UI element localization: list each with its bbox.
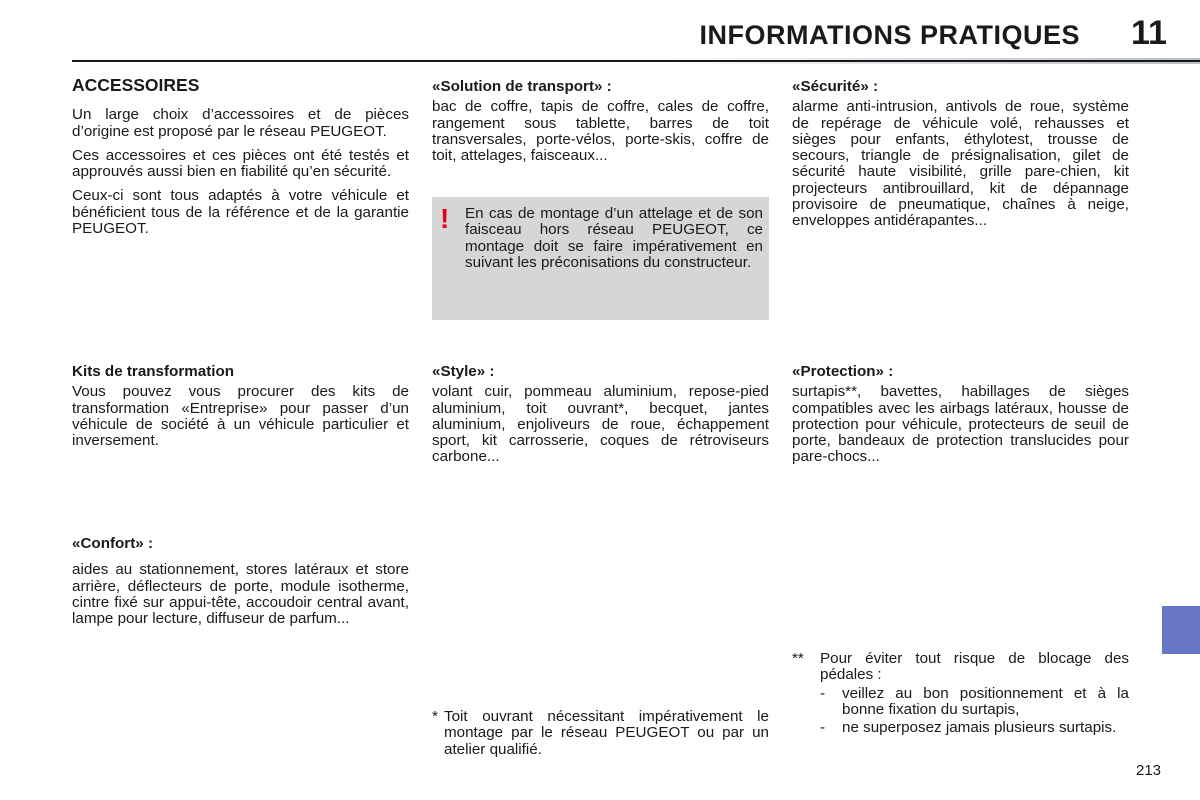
securite-section <box>792 79 1129 238</box>
kits-title: Kits de transformation <box>72 363 235 380</box>
footnote-pedales <box>792 651 1129 736</box>
confort-title: «Confort» : <box>72 535 153 552</box>
footnote-text: Pour éviter tout risque de blocage des pédales : <box>820 650 1129 684</box>
confort-section <box>72 536 409 635</box>
kits-section <box>72 364 409 457</box>
list-dash: - <box>820 684 826 702</box>
intro-paragraph-2: Ces accessoires et ces pièces ont été testés et approuvés aussi bien en fiabilité qu’en sécurité. <box>72 146 409 181</box>
style-text: volant cuir, pommeau aluminium, repose-pied aluminium, toit ouvrant*, becquet, jantes aluminium, enjoliveurs de roue, échappement sport, kit carrosserie, coques de rétroviseurs carbone... <box>432 383 769 466</box>
warning-text: En cas de montage d’un attelage et de son faisceau hors réseau PEUGEOT, ce montage doit se faire impérativement en suivant les préconisations du constructeur. <box>465 205 763 271</box>
footnote-text: Toit ouvrant nécessitant impérativement le montage par le réseau PEUGEOT ou par un atelier qualifié. <box>444 708 769 758</box>
list-item <box>820 720 1129 736</box>
transport-text: bac de coffre, tapis de coffre, cales de coffre, rangement sous tablette, barres de toit transversales, porte-vélos, porte-skis, coffre de toit, attelages, faisceaux... <box>432 98 769 165</box>
style-title: «Style» : <box>432 363 495 380</box>
page-number: 213 <box>1136 762 1162 779</box>
securite-title: «Sécurité» : <box>792 78 879 95</box>
securite-text: alarme anti-intrusion, antivols de roue, système de repérage de véhicule volé, rehausses et sièges pour enfants, éthylotest, trousse de secours, triangle de présignalisation, gilet de sécurité haute visibilité, grille pare-chien, kit projecteurs antibrouillard, kit de dépannage provisoire de pneumatique, chaînes à neige, enveloppes antidérapantes... <box>792 98 1129 230</box>
footnote-toit <box>432 709 769 758</box>
transport-section <box>432 79 769 172</box>
header-rule <box>72 60 1200 62</box>
exclamation-icon: ! <box>440 203 450 234</box>
chapter-title: INFORMATIONS PRATIQUES <box>699 20 1080 50</box>
list-item-text: veillez au bon positionnement et à la bonne fixation du surtapis, <box>842 684 1129 718</box>
footnote-mark: ** <box>792 650 804 667</box>
protection-title: «Protection» : <box>792 363 894 380</box>
protection-text: surtapis**, bavettes, habillages de sièges compatibles avec les airbags latéraux, housse de protection pour véhicule, protecteurs de seuil de porte, bandeaux de protection translucides pour pare-chocs... <box>792 383 1129 466</box>
intro-paragraph-1: Un large choix d’accessoires et de pièces d’origine est proposé par le réseau PEUGEOT. <box>72 106 409 140</box>
protection-section <box>792 364 1129 474</box>
list-item-text: ne superposez jamais plusieurs surtapis. <box>842 719 1117 737</box>
style-section <box>432 364 769 474</box>
accessoires-section <box>72 77 409 245</box>
footnote-list <box>792 686 1129 737</box>
list-item <box>820 686 1129 719</box>
confort-text: aides au stationnement, stores latéraux et store arrière, déflecteurs de porte, module isotherme, cintre fixé sur appui-tête, accoudoir central avant, lampe pour lecture, diffuseur de parfum... <box>72 561 409 628</box>
transport-title: «Solution de transport» : <box>432 78 612 95</box>
footnote-mark: * <box>432 708 438 725</box>
chapter-side-tab <box>1162 606 1200 654</box>
chapter-number: 11 <box>1131 14 1167 52</box>
kits-text: Vous pouvez vous procurer des kits de transformation «Entreprise» pour passer d’un véhicule de société à un véhicule particulier et inversement. <box>72 383 409 450</box>
list-dash: - <box>820 719 826 737</box>
intro-paragraph-3: Ceux-ci sont tous adaptés à votre véhicule et bénéficient tous de la référence et de la garantie PEUGEOT. <box>72 187 409 238</box>
section-title: ACCESSOIRES <box>72 75 200 95</box>
